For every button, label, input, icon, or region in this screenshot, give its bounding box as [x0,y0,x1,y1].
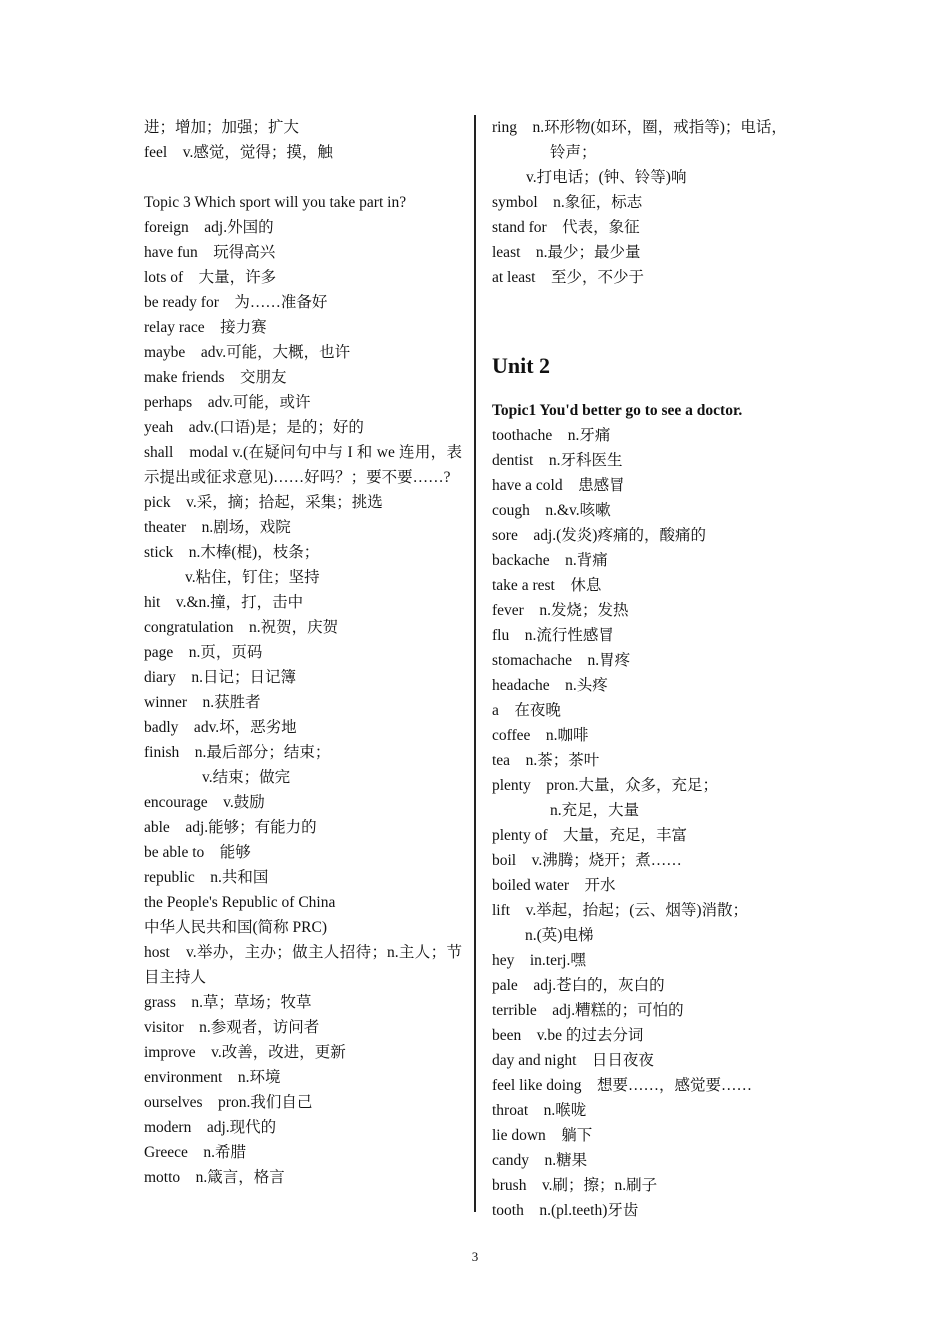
entry-perhaps: perhaps adv.可能，或许 [144,394,311,411]
entry-stomachache: stomachache n.胃疼 [492,652,631,669]
entry-make-friends: make friends 交朋友 [144,369,287,386]
entry-able: able adj.能够；有能力的 [144,819,317,836]
entry-lie-down: lie down 躺下 [492,1127,593,1144]
page-number: 3 [471,1249,479,1264]
entry-ourselves: ourselves pron.我们自己 [144,1094,313,1111]
entry-lots-of: lots of 大量，许多 [144,269,277,286]
entry-boil: boil v.沸腾；烧开；煮…… [492,852,682,869]
entry-finish: finish n.最后部分；结束； [144,744,331,761]
entry-flu: flu n.流行性感冒 [492,627,614,644]
entry-foreign: foreign adj.外国的 [144,219,274,236]
topic1-heading: Topic1 You'd better go to see a doctor. [492,402,743,419]
entry-a: a 在夜晚 [492,702,561,719]
entry-visitor: visitor n.参观者，访问者 [144,1019,320,1036]
entry-ring: ring n.环形物(如环，圈，戒指等)；电话， [492,119,787,136]
entry-environment: environment n.环境 [144,1069,281,1086]
entry-brush: brush v.刷；擦；n.刷子 [492,1177,658,1194]
entry-coffee: coffee n.咖啡 [492,727,589,744]
entry-finish-cont: v.结束；做完 [202,769,291,786]
blank-line [144,165,462,190]
entry-least: least n.最少；最少量 [492,244,641,261]
entry-stand-for: stand for 代表，象征 [492,219,640,236]
entry-republic: republic n.共和国 [144,869,269,886]
entry-have-a-cold: have a cold 患感冒 [492,477,625,494]
entry-headache: headache n.头疼 [492,677,608,694]
entry-been: been v.be 的过去分词 [492,1027,644,1044]
entry-day-and-night: day and night 日日夜夜 [492,1052,654,1069]
right-column [492,115,822,1223]
entry-hit: hit v.&n.撞，打，击中 [144,594,304,611]
entry-sore: sore adj.(发炎)疼痛的，酸痛的 [492,527,706,544]
entry-toothache: toothache n.牙痛 [492,427,611,444]
entry-boiled-water: boiled water 开水 [492,877,616,894]
entry-encourage: encourage v.鼓励 [144,794,265,811]
entry-prc: the People's Republic of China [144,894,336,911]
entry-backache: backache n.背痛 [492,552,608,569]
entry-theater: theater n.剧场，戏院 [144,519,291,536]
entry-pale: pale adj.苍白的，灰白的 [492,977,665,994]
entry-terrible: terrible adj.糟糕的；可怕的 [492,1002,684,1019]
unit-title: Unit 2 [492,353,551,378]
entry-fever: fever n.发烧；发热 [492,602,629,619]
entry-motto: motto n.箴言，格言 [144,1169,285,1186]
entry-hey: hey in.terj.嘿 [492,952,586,969]
entry-be-able-to: be able to 能够 [144,844,251,861]
blank-line [492,290,822,315]
entry-diary: diary n.日记；日记簿 [144,669,296,686]
entry-shall: shall modal v.(在疑问句中与 I 和 we 连用，表示提出或征求意见)……好吗？；要不要……? [144,444,462,486]
entry-badly: badly adv.坏，恶劣地 [144,719,297,736]
entry-stick: stick n.木棒(棍)，枝条； [144,544,320,561]
entry-host: host v.举办，主办；做主人招待；n.主人；节目主持人 [144,944,462,986]
entry-symbol: symbol n.象征，标志 [492,194,643,211]
entry-congratulation: congratulation n.祝贺，庆贺 [144,619,339,636]
entry-pick: pick v.采，摘；拾起，采集；挑选 [144,494,383,511]
entry-relay-race: relay race 接力赛 [144,319,267,336]
entry-plenty-cont: n.充足，大量 [550,802,640,819]
entry-yeah: yeah adv.(口语)是；是的；好的 [144,419,364,436]
entry-lift-cont: n.(英)电梯 [525,927,594,944]
entry-grass: grass n.草；草场；牧草 [144,994,312,1011]
entry-have-fun: have fun 玩得高兴 [144,244,276,261]
entry-ring-verb: v.打电话；(钟、铃等)响 [526,169,687,186]
entry-plenty-of: plenty of 大量，充足，丰富 [492,827,688,844]
column-divider [474,115,476,1212]
entry-at-least: at least 至少，不少于 [492,269,644,286]
entry-cough: cough n.&v.咳嗽 [492,502,611,519]
entry-dentist: dentist n.牙科医生 [492,452,623,469]
entry-page: page n.页，页码 [144,644,263,661]
entry-greece: Greece n.希腊 [144,1144,246,1161]
entry-prc-cont: 中华人民共和国(简称 PRC) [144,919,327,936]
entry-stick-cont: v.粘住，钉住；坚持 [185,569,320,586]
entry-winner: winner n.获胜者 [144,694,261,711]
entry-throat: throat n.喉咙 [492,1102,587,1119]
entry-ring-cont: 铃声； [550,144,597,161]
entry-feel: feel v.感觉，觉得；摸，触 [144,144,333,161]
entry-line: 进；增加；加强；扩大 [144,119,300,136]
left-column [144,115,462,1190]
entry-maybe: maybe adv.可能，大概，也许 [144,344,351,361]
entry-tooth: tooth n.(pl.teeth)牙齿 [492,1202,639,1219]
entry-tea: tea n.茶；茶叶 [492,752,600,769]
entry-lift: lift v.举起，抬起；(云、烟等)消散； [492,902,749,919]
entry-take-a-rest: take a rest 休息 [492,577,602,594]
entry-feel-like-doing: feel like doing 想要……，感觉要…… [492,1077,753,1094]
entry-improve: improve v.改善，改进，更新 [144,1044,346,1061]
entry-plenty: plenty pron.大量，众多，充足； [492,777,719,794]
entry-candy: candy n.糖果 [492,1152,588,1169]
entry-modern: modern adj.现代的 [144,1119,277,1136]
topic3-heading: Topic 3 Which sport will you take part in? [144,194,407,211]
entry-be-ready-for: be ready for 为……准备好 [144,294,328,311]
